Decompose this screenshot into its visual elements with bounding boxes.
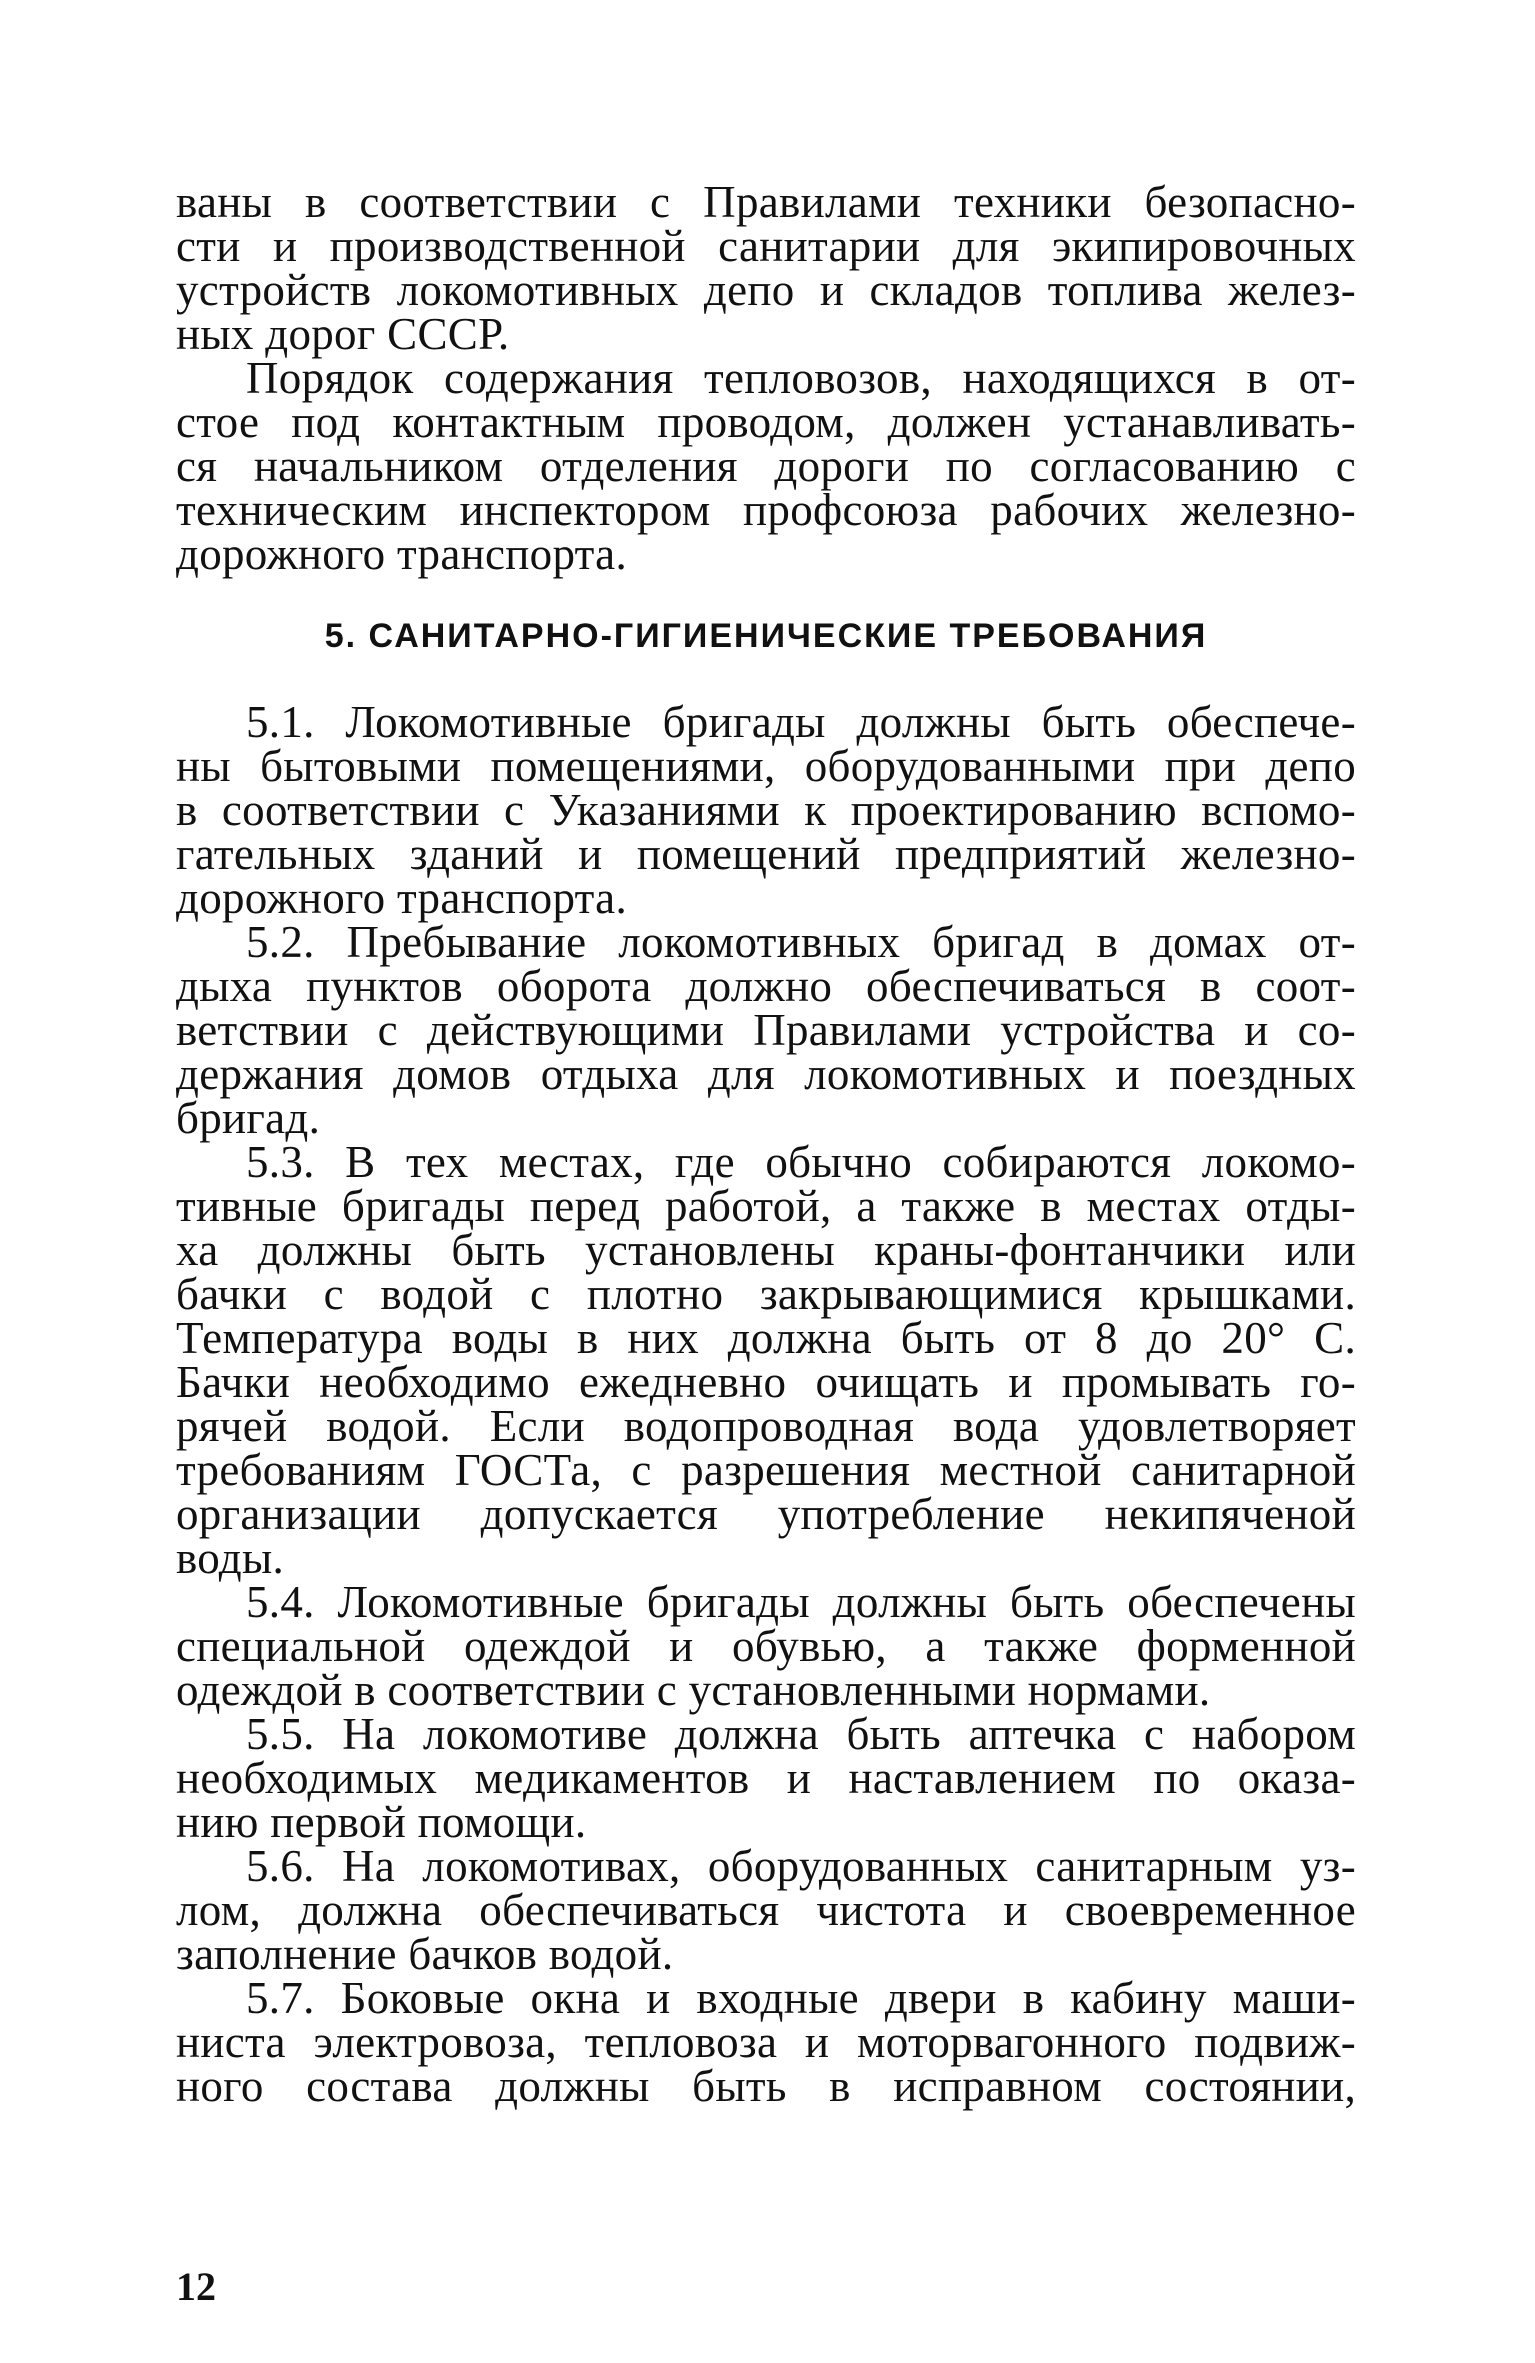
text-line: ного состава должны быть в исправном состоянии,	[176, 2061, 1356, 2111]
text-line: нию первой помощи.	[176, 1797, 587, 1847]
text-line: одеждой в соответствии с установленными нормами.	[176, 1665, 1211, 1715]
item-5-5	[176, 1709, 1356, 1847]
item-5-7	[176, 1973, 1356, 2111]
text-line: 5.6. На локомотивах, оборудованных санитарным уз-	[246, 1841, 1356, 1891]
paragraph-locomotive-storage	[176, 353, 1356, 579]
text-line: ваны в соответствии с Правилами техники безопасно-	[176, 177, 1356, 227]
text-line: ветствии с действующими Правилами устройства и со-	[176, 1005, 1356, 1055]
text-line: ниста электровоза, тепловоза и моторвагонного подвиж-	[176, 2017, 1356, 2067]
text-line: лом, должна обеспечиваться чистота и своевременное	[176, 1885, 1356, 1935]
text-line: воды.	[176, 1533, 285, 1583]
paragraph-continuation	[176, 177, 1356, 359]
text-line: дорожного транспорта.	[176, 873, 628, 923]
text-line: 5.3. В тех местах, где обычно собираются локомо-	[246, 1137, 1356, 1187]
page-number: 12	[176, 2264, 216, 2309]
text-line: 5.5. На локомотиве должна быть аптечка с набором	[246, 1709, 1356, 1759]
text-line: стое под контактным проводом, должен устанавливать-	[176, 397, 1356, 447]
text-line: дыха пунктов оборота должно обеспечиваться в соот-	[176, 961, 1356, 1011]
text-line: гательных зданий и помещений предприятий железно-	[176, 829, 1356, 879]
text-line: заполнение бачков водой.	[176, 1929, 674, 1979]
text-line: дорожного транспорта.	[176, 529, 628, 579]
text-line: Температура воды в них должна быть от 8 до 20° С.	[176, 1313, 1356, 1363]
text-line: ха должны быть установлены краны-фонтанчики или	[176, 1225, 1356, 1275]
item-5-6	[176, 1841, 1356, 1979]
text-line: техническим инспектором профсоюза рабочих железно-	[176, 485, 1356, 535]
text-line: ся начальником отделения дороги по согласованию с	[176, 441, 1356, 491]
page-body	[176, 177, 1356, 2111]
text-line: 5.1. Локомотивные бригады должны быть обеспече-	[246, 697, 1356, 747]
text-line: рячей водой. Если водопроводная вода удовлетворяет	[176, 1401, 1356, 1451]
text-line: 5.2. Пребывание локомотивных бригад в домах от-	[246, 917, 1356, 967]
text-line: организации допускается употребление некипяченой	[176, 1489, 1356, 1539]
text-line: Порядок содержания тепловозов, находящихся в от-	[246, 353, 1356, 403]
text-line: бригад.	[176, 1093, 321, 1143]
text-line: сти и производственной санитарии для экипировочных	[176, 221, 1356, 271]
item-5-1	[176, 697, 1356, 923]
text-line: бачки с водой с плотно закрывающимися крышками.	[176, 1269, 1356, 1319]
text-line: ны бытовыми помещениями, оборудованными при депо	[176, 741, 1356, 791]
text-line: необходимых медикаментов и наставлением по оказа-	[176, 1753, 1356, 1803]
item-5-3	[176, 1137, 1356, 1583]
item-5-4	[176, 1577, 1356, 1715]
text-line: 5.7. Боковые окна и входные двери в кабину маши-	[246, 1973, 1356, 2023]
section-heading: 5. САНИТАРНО-ГИГИЕНИЧЕСКИЕ ТРЕБОВАНИЯ	[324, 617, 1208, 655]
text-line: в соответствии с Указаниями к проектированию вспомо-	[176, 785, 1356, 835]
text-line: специальной одеждой и обувью, а также форменной	[176, 1621, 1356, 1671]
text-line: ных дорог СССР.	[176, 309, 510, 359]
item-5-2	[176, 917, 1356, 1143]
text-line: требованиям ГОСТа, с разрешения местной санитарной	[176, 1445, 1356, 1495]
text-line: держания домов отдыха для локомотивных и поездных	[176, 1049, 1356, 1099]
text-line: Бачки необходимо ежедневно очищать и промывать го-	[176, 1357, 1356, 1407]
text-line: устройств локомотивных депо и складов топлива желез-	[176, 265, 1356, 315]
text-line: 5.4. Локомотивные бригады должны быть обеспечены	[246, 1577, 1356, 1627]
text-line: тивные бригады перед работой, а также в местах отды-	[176, 1181, 1356, 1231]
